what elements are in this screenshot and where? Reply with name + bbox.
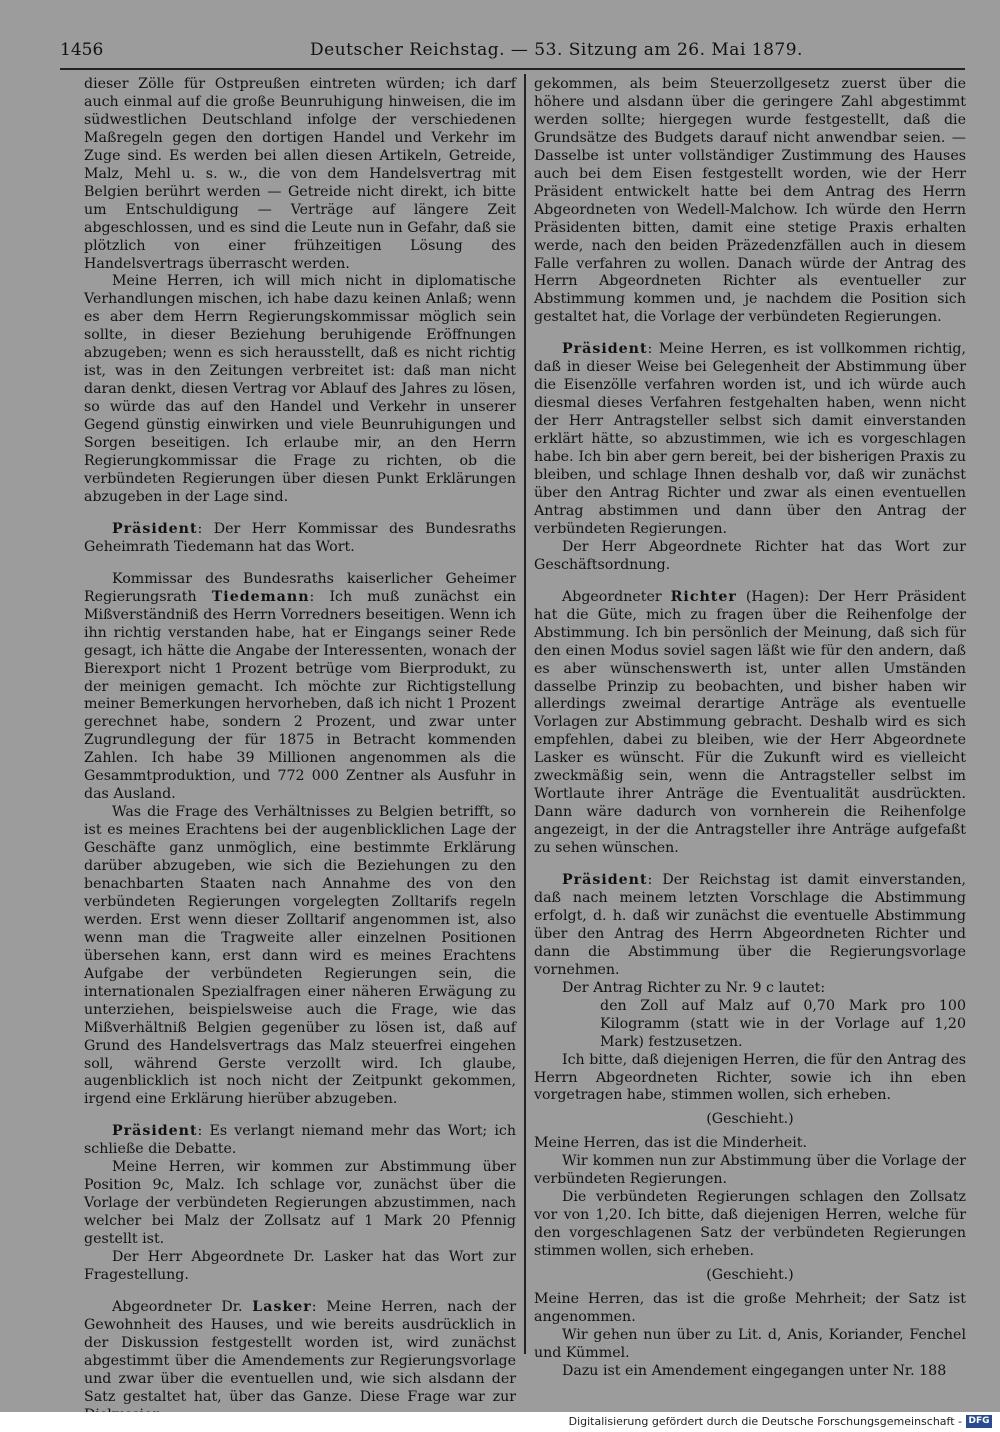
paragraph: Meine Herren, das ist die Minderheit. [534,1135,808,1152]
speech-paragraph [84,571,516,804]
right-column [534,76,966,1381]
page-number: 1456 [60,40,104,60]
paragraph: Wir gehen nun über zu Lit. d, Anis, Koriander, Fenchel und Kümmel. [534,1326,966,1361]
paragraph: dieser Zölle für Ostpreußen eintreten würden; ich darf auch einmal auf die große Beunruhigung hinweisen, die im südwestlichen Deutschland infolge der verschiedenen Maßregeln gegen den dortigen Handel und Verkehr im Zuge sind. Es werden bei allen diesen Artikeln, Getreide, Malz, Mehl u. s. w., die von dem Handelsvertrag mit Belgien berührt werden — Getreide nicht direkt, ich bitte um Entschuldigung — Verträge auf längere Zeit abgeschlossen, und es sind die Leute nun in Gefahr, daß sie plötzlich von einer frühzeitigen Lösung des Handelsvertrags überrascht werden. [84,76,516,272]
paragraph: Meine Herren, ich will mich nicht in diplomatische Verhandlungen mischen, ich habe dazu keinen Anlaß; wenn es aber dem Herrn Regierungskommissar möglich sein sollte, in dieser Beziehung beruhigende Eröffnungen abzugeben; wenn es sich herausstellt, daß es nicht richtig ist, was in den Zeitungen verbreitet ist: daß man nicht daran denkt, diesen Vertrag vor Ablauf des Jahres zu lösen, so würde das auf den Handel und Verkehr in unserer Gegend günstig einwirken und viele Beunruhigungen und Sorgen beseitigen. Ich erlaube mir, an den Herrn Regierungkommissar die Frage zu richten, ob die verbündeten Regierungen über diesen Punkt Erklärungen abzugeben in der Lage sind. [84,273,516,505]
paragraph: Meine Herren, wir kommen zur Abstimmung über Position 9c, Malz. Ich schlage vor, zunächst über die Vorlage der verbündeten Regierungen abzustimmen, nach welcher bei Malz der Zollsatz auf 1 Mark 20 Pfennig gestellt ist. [84,1159,516,1248]
column-divider [524,74,526,1354]
speaker-name: Tiedemann [211,588,310,605]
paragraph: Meine Herren, das ist die große Mehrheit; der Satz ist angenommen. [534,1291,966,1325]
speech-paragraph [534,872,966,980]
paragraph: Der Herr Abgeordnete Dr. Lasker hat das Wort zur Fragestellung. [84,1249,516,1283]
motion-quote: den Zoll auf Malz auf 0,70 Mark pro 100 Kilogramm (statt wie in der Vorlage auf 1,20 Mark) festzusetzen. [600,997,966,1050]
speaker-lead: Abgeordneter [562,588,671,605]
paragraph: Der Herr Abgeordnete Richter hat das Wort zur Geschäftsordnung. [534,538,966,573]
speech-paragraph [534,589,966,858]
paragraph: gekommen, als beim Steuerzollgesetz zuerst über die höhere und alsdann über die geringere Zahl abgestimmt werden sollte; hiergegen wurde festgestellt, daß die Grundsätze des Budgets darauf nicht anwendbar seien. — Dasselbe ist unter vollständiger Zustimmung des Hauses auch bei dem Eisen festgestellt worden, wie der Herr Präsident entwickelt hatte bei dem Antrag des Herrn Abgeordneten von Wedell-Malchow. Ich würde den Herrn Präsidenten bitten, damit eine stetige Praxis erhalten werde, nach den beiden Präzedenzfällen auch in diesem Falle verfahren zu wollen. Danach würde der Antrag des Herrn Abgeordneten Richter als eventueller zur Abstimmung kommen und, je nachdem die Position sich gestaltet hat, die Vorlage der verbündeten Regierungen. [534,76,966,326]
footer-bar [0,1412,1000,1432]
speech-text: : Der Herr Kommissar des Bundesraths Geheimrath Tiedemann hat das Wort. [84,520,516,555]
speaker-name: Lasker [252,1298,312,1315]
paragraph: Dazu ist ein Amendement eingegangen unter Nr. 188 [562,1362,947,1379]
speaker-name: Richter [670,588,737,605]
paragraph: Wir kommen nun zur Abstimmung über die Vorlage der verbündeten Regierungen. [534,1153,966,1188]
speech-text: : Der Reichstag ist damit einverstanden, daß nach meinem letzten Vorschlage die Abstimmung erfolgt, d. h. daß wir zunächst die eventuelle Abstimmung über den Antrag des Herrn Abgeordneten Richter und dann die Abstimmung über die Regierungsvorlage vornehmen. [534,872,966,978]
speaker-lead: Kommissar des Bundesraths kaiserlicher Geheimer Regierungsrath [84,570,516,605]
speaker-name: Präsident [562,341,648,358]
header-rule [60,68,965,70]
speech-text: : Ich muß zunächst ein Mißverständniß des Herrn Vorredners beseitigen. Wenn ich ihn richtig verstanden habe, hat er Eingangs seiner Rede gesagt, ich hätte die Angabe der Interessenten, wonach der Bierexport nicht 1 Prozent betrüge vom Bierprodukt, zu der meinigen gemacht. Ich möchte zur Richtigstellung meiner Bemerkungen hervorheben, daß ich nicht 1 Prozent gerechnet habe, sondern 2 Prozent, und zwar unter Zugrundlegung der für 1875 in Betracht kommenden Zahlen. Ich habe 39 Millionen angenommen als die Gesammtproduktion, und 772 000 Zentner als Ausfuhr in das Ausland. [84,588,516,803]
speech-paragraph [84,1299,516,1425]
speech-text: : Es verlangt niemand mehr das Wort; ich schließe die Debatte. [84,1123,516,1158]
paragraph: Die verbündeten Regierungen schlagen den Zollsatz vor von 1,20. Ich bitte, daß diejenigen Herren, welche für den vorgeschlagenen Satz der verbündeten Regierungen stimmen wollen, sich erheben. [534,1189,966,1260]
dfg-logo: DFG [966,1415,992,1428]
speech-text: : Meine Herren, es ist vollkommen richtig, daß in dieser Weise bei Gelegenheit der Abstimmung über die Eisenzölle verfahren worden ist, und ich würde auch diesmal dieses Verfahren festgehalten haben, wenn nicht der Herr Antragsteller selbst sich damit einverstanden erklärt hätte, so abzustimmen, wie ich es vorgeschlagen habe. Ich bin aber gern bereit, bei der bisherigen Praxis zu bleiben, und schlage Ihnen deshalb vor, daß wir zunächst über den Antrag Richter und zwar als einen eventuellen Antrag abstimmen und dann über den Antrag der verbündeten Regierungen. [534,341,966,537]
speaker-name: Präsident [562,872,648,889]
speech-text: (Hagen): Der Herr Präsident hat die Güte, mich zu fragen über die Reihenfolge der Abstimmung. Ich bin persönlich der Meinung, daß sich für den einen Modus soviel sagen läßt wie für den andern, daß es aber wünschenswerth ist, unter allen Umständen dasselbe Prinzip zu beobachten, und bisher haben wir allerdings zweimal derartige Anträge als eventuelle Vorlagen zur Abstimmung gebracht. Deshalb wird es sich empfehlen, dabei zu bleiben, wie der Herr Abgeordnete Lasker es wünscht. Für die Zukunft wird es vielleicht zweckmäßig sein, wenn die Antragsteller selbst im Wortlaute ihrer Anträge die Eventualität ausdrückten. Dann wäre dadurch von vornherein die Reihenfolge angezeigt, in der die Antragsteller ihre Anträge aufgefaßt zu sehen wünschen. [534,588,966,857]
left-column [84,76,516,1425]
paragraph: Der Antrag Richter zu Nr. 9 c lautet: [562,979,826,996]
page-header [60,40,932,66]
speaker-name: Präsident [112,520,198,537]
speech-paragraph [534,341,966,538]
speech-text: : Meine Herren, nach der Gewohnheit des Hauses, und wie bereits ausdrücklich in der Diskussion festgestellt worden ist, wird zunächst abgestimmt über die Amendements zur Regierungsvorlage und zwar über die eventuellen und, wie sich alsdann der Satz gestaltet hat, über das Ganze. Diese Frage war zur [84,1298,516,1405]
speaker-lead: Abgeordneter Dr. [112,1298,253,1315]
running-title: Deutscher Reichstag. — 53. Sitzung am 26. Mai 1879. [310,40,803,60]
stage-direction: (Geschieht.) [706,1111,794,1128]
funding-credit: Digitalisierung gefördert durch die Deutsche Forschungsgemeinschaft - [568,1415,962,1428]
speech-paragraph [84,1123,516,1159]
paragraph: Ich bitte, daß diejenigen Herren, die für den Antrag des Herrn Abgeordneten Richter, sowie ich ihn eben vorgetragen habe, stimmen wollen, sich erheben. [534,1051,966,1104]
stage-direction: (Geschieht.) [706,1267,794,1284]
speech-paragraph [84,521,516,557]
speaker-name: Präsident [112,1123,198,1140]
paragraph: Was die Frage des Verhältnisses zu Belgien betrifft, so ist es meines Erachtens bei der augenblicklichen Lage der Geschäfte ganz unmöglich, eine bestimmte Erklärung darüber abzugeben, wie sich die Beziehungen zu den benachbarten Staaten nach Annahme des von den verbündeten Regierungen vorgelegten Zolltarifs regeln werden. Erst wenn dieser Zolltarif angenommen ist, also wenn man die Tragweite aller einzelnen Positionen übersehen kann, erst dann wird es meines Erachtens Aufgabe der verbündeten Regierungen sein, die internationalen Spezialfragen einer näheren Erwägung zu unterziehen, beispielsweise auch die Frage, wie das Mißverhältniß Belgien gegenüber zu lösen ist, daß auf Grund des Handelsvertrags das Malz steuerfrei eingehen soll, während Gerste verzollt wird. Ich glaube, augenblicklich ist noch nicht der Zeitpunkt gekommen, irgend eine Erklärung hierüber abzugeben. [84,804,516,1108]
